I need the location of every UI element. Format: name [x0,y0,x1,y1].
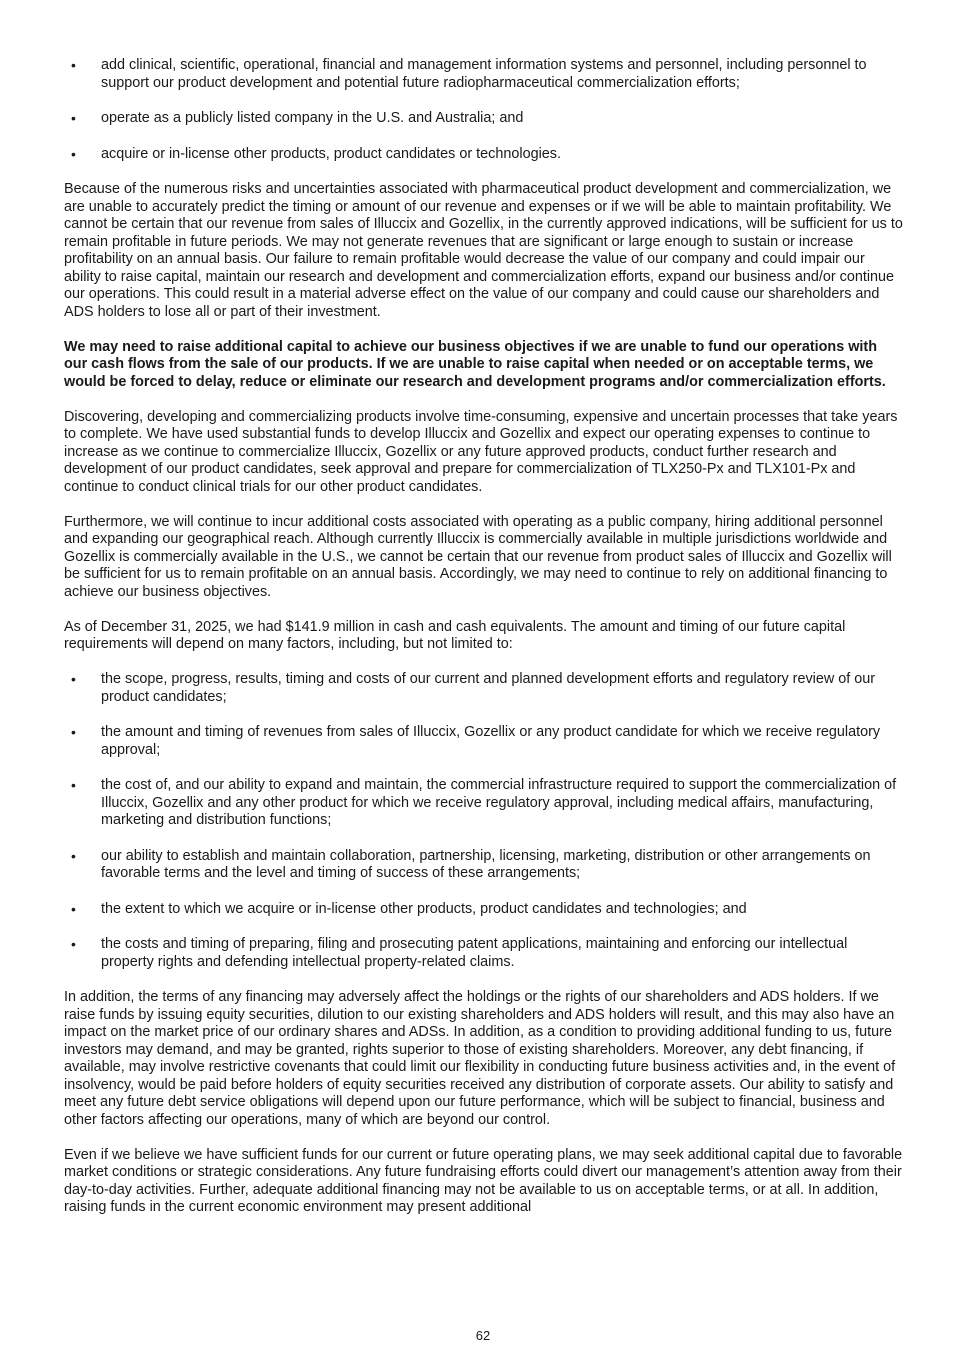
bullet-list-top [64,57,904,163]
bullet-list-factors [64,671,904,971]
page-number: 62 [475,1328,491,1343]
list-item: • operate as a publicly listed company in the U.S. and Australia; and [64,110,904,128]
paragraph-risk: Because of the numerous risks and uncertainties associated with pharmaceutical product development and commercialization, we are unable to accurately predict the timing or amount of our revenue and expenses or if we will be able to maintain profitability. We cannot be certain that our revenue from sales of Illuccix and Gozellix, in the currently approved indications, will be sufficient for us to remain profitable in future periods. We may not generate revenues that are significant or large enough to sustain or increase profitability on an annual basis. Our failure to remain profitable would decrease the value of our company and could impair our ability to raise capital, maintain our research and development and commercialization efforts, expand our business and/or continue our operations. This could result in a material adverse effect on the value of our company and could cause our shareholders and ADS holders to lose all or part of their investment. [64,181,903,320]
section-heading-capital: We may need to raise additional capital to achieve our business objectives if we are unable to fund our operations with our cash flows from the sale of our products. If we are unable to raise capital when needed or on acceptable terms, we would be forced to delay, reduce or eliminate our research and development programs and/or commercialization efforts. [64,338,886,390]
list-item: • our ability to establish and maintain collaboration, partnership, licensing, marketing, distribution or other arrangements on favorable terms and the level and timing of success of these arrangements; [64,848,904,883]
paragraph-addition: In addition, the terms of any financing may adversely affect the holdings or the rights of our shareholders and ADS holders. If we raise funds by issuing equity securities, dilution to our existing shareholders and ADS holders will result, and this may also have an impact on the market price of our ordinary shares and ADSs. In addition, as a condition to providing additional funding to us, future investors may demand, and may be granted, rights superior to those of existing shareholders. Moreover, any debt financing, if available, may involve restrictive covenants that could limit our flexibility in conducting future business activities and, in the event of insolvency, would be paid before holders of equity securities received any distribution of corporate assets. Our ability to satisfy and meet any future debt service obligations will depend upon our future performance, which will be subject to financial, business and other factors affecting our operations, many of which are beyond our control. [64,989,896,1128]
list-item: • the cost of, and our ability to expand and maintain, the commercial infrastructure required to support the commercialization of Illuccix, Gozellix and any other product for which we receive regulatory approval, including medical affairs, manufacturing, marketing and distribution functions; [64,777,904,830]
paragraph-furthermore: Furthermore, we will continue to incur additional costs associated with operating as a public company, hiring additional personnel and expanding our geographical reach. Although currently Illuccix is commercially available in multiple jurisdictions worldwide and Gozellix is commercially available in the U.S., we cannot be certain that our revenue from product sales of Illuccix and Gozellix will be sufficient for us to remain profitable on an annual basis. Accordingly, we may need to continue to rely on additional financing to achieve our business objectives. [64,513,892,600]
list-item: • acquire or in-license other products, product candidates or technologies. [64,146,904,164]
paragraph-discovering: Discovering, developing and commercializing products involve time-consuming, expensive and uncertain processes that take years to complete. We have used substantial funds to develop Illuccix and Gozellix and expect our operating expenses to continue to increase as we continue to commercialize Illuccix, Gozellix or any future approved products, conduct further research and development of our product candidates, seek approval and prepare for commercialization of TLX250-Px and TLX101-Px and continue to conduct clinical trials for our other product candidates. [64,408,898,495]
paragraph-even: Even if we believe we have sufficient funds for our current or future operating plans, we may seek additional capital due to favorable market conditions or strategic considerations. Any future fundraising efforts could divert our management’s attention away from their day-to-day activities. Further, adequate additional financing may not be available to us on acceptable terms, or at all. In addition, raising funds in the current economic environment may present additional [64,1146,903,1215]
list-item: • the scope, progress, results, timing and costs of our current and planned development efforts and regulatory review of our product candidates; [64,671,904,706]
list-item: • add clinical, scientific, operational, financial and management information systems and personnel, including personnel to support our product development and potential future radiopharmaceutical commercialization efforts; [64,57,904,92]
paragraph-cash: As of December 31, 2025, we had $141.9 million in cash and cash equivalents. The amount and timing of our future capital requirements will depend on many factors, including, but not limited to: [64,618,846,652]
list-item: • the extent to which we acquire or in-license other products, product candidates and technologies; and [64,901,904,919]
list-item: • the costs and timing of preparing, filing and prosecuting patent applications, maintaining and enforcing our intellectual property rights and defending intellectual property-related claims. [64,936,904,971]
list-item: • the amount and timing of revenues from sales of Illuccix, Gozellix or any product candidate for which we receive regulatory approval; [64,724,904,759]
